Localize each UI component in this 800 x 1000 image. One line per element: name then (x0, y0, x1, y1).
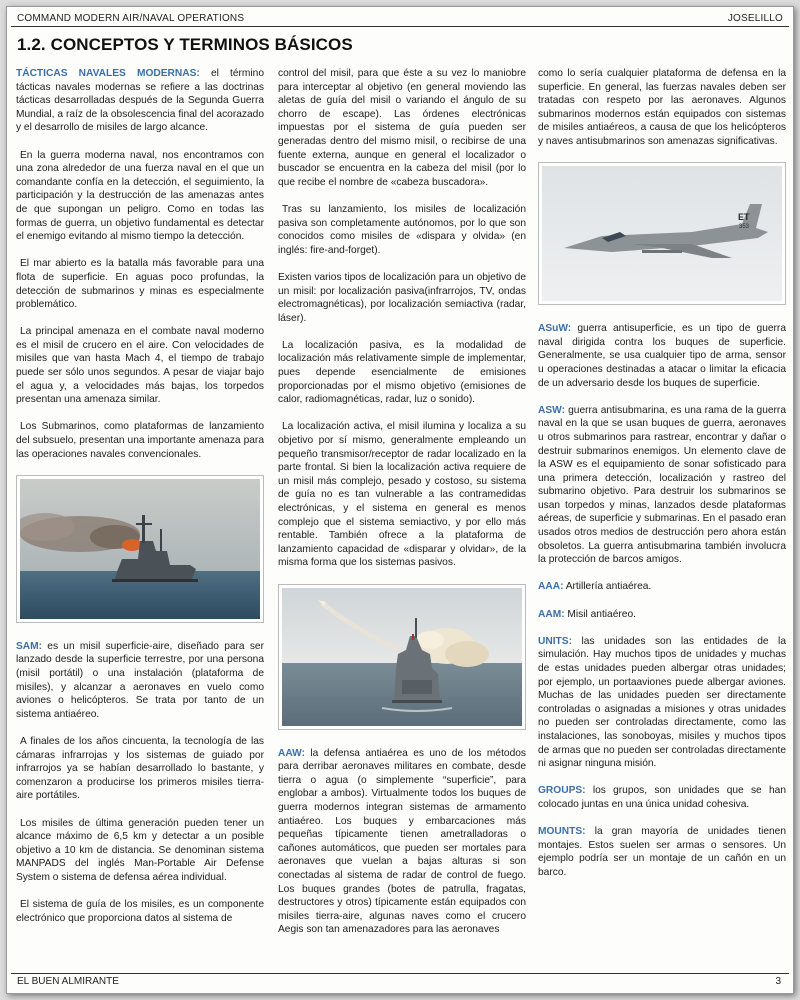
jet-tail-code: ET (738, 212, 750, 223)
term-label: AAM: (538, 608, 565, 620)
paragraph-text: guerra antisubmarina, es una rama de la guerra naval en la que se usan buques de guerra, aeronaves u otros submarinos para rastrear, encontrar y dañar o destruir submarinos enemigos. Un elemento clave de la ASW es el equipamiento de sonar sofisticado para una primera detección, localización y rastreo del submarino objetivo. Para destruir los submarinos se usan torpedos y minas, lanzados desde plataformas aéreas, de superficie y submarinas. En el pasado eran usados otros medios de destrucción pero ahora están obsoletos. La guerra antisubmarina también involucra la protección de barcos amigos. (538, 404, 786, 566)
header-title: COMMAND MODERN AIR/NAVAL OPERATIONS (17, 13, 245, 24)
term-label: UNITS: (538, 635, 572, 647)
term-label: GROUPS: (538, 785, 586, 797)
term-label: ASW: (538, 404, 565, 416)
paragraph: Los Submarinos, como plataformas de lanzamiento del subsuelo, presentan una importante amenaza para las operaciones navales convencionales. (16, 421, 264, 460)
paragraph (538, 825, 786, 879)
paragraph (538, 322, 786, 390)
page-number: 3 (775, 976, 781, 987)
term-label: AAW: (278, 747, 305, 759)
paragraph: La localización pasiva, es la modalidad de localización más relativamente simple de implementar, pues depende esencialmente de emisiones proporcionadas por el mismo objetivo (emisiones de calor, radiomagnéticas, radar, luz o sonido). (278, 339, 526, 406)
paragraph (538, 580, 786, 594)
paragraph (16, 640, 264, 722)
column-1 (16, 67, 264, 939)
paragraph-text: es un misil superficie-aire, diseñado para ser lanzado desde la superficie terrestre, por una persona (misil portátil) o una instalación (plataforma de misiles), y alcanzar a aeronaves en vuelo como aviones o helicópteros. Se trata por tanto de un sistema antiaéreo. (16, 640, 264, 720)
paragraph: La localización activa, el misil ilumina y localiza a su objetivo por sí mismo, generalmente empleando un pequeño transmisor/receptor de radar localizado en la parte frontal. Si bien la localización activa requiere de un misil más complejo, pesado y costoso, su sistema de guía no es tan vulnerable a las contramedidas electrónicas, y el sistema en general es menos complejo que el sistema semiactivo, y por ello más rentable. También ofrece a la plataforma de lanzamiento capacidad de «disparar y olvidar», de la misma forma que los sistemas pasivos. (278, 421, 526, 569)
paragraph: A finales de los años cincuenta, la tecnología de las cámaras infrarrojas y los sistemas de guiado por infrarrojos ya se habían desarrollado lo bastante, y comenzaron a producirse los primeros misiles tierra-aire portátiles. (16, 735, 264, 802)
paragraph-text: Artillería antiaérea. (563, 581, 652, 593)
paragraph-text: la defensa antiaérea es uno de los métodos para derribar aeronaves militares en combate, desde tierra o agua (o simplemente “superficie”, para englobar a ambos). Virtualmente todos los buques de guerra modernos integran sistemas de armamento antiaéreo. Los buques y embarcaciones más pequeñas típicamente tienen ametralladoras o cañones automáticos, que pueden ser mortales para aeronaves que vuelan a bajas alturas si son conectadas al sistema de radar de control de fuego. Los buques grandes (botes de patrulla, fragatas, destructores y otros) típicamente están equipados con misiles tierra-aire, algunas naves como el crucero Aegis son tan amenazadores para las aeronaves (278, 747, 526, 936)
paragraph-text: la gran mayoría de unidades tienen montajes. Estos suelen ser armas o sensores. Un ejemplo podría ser un montaje de un cañón en un barco. (538, 826, 786, 878)
frigate-missile-launch-photo (278, 584, 526, 730)
page-header (11, 11, 789, 27)
header-author: JOSELILLO (727, 13, 783, 24)
column-2 (278, 67, 526, 950)
term-label: AAA: (538, 581, 564, 593)
paragraph (538, 404, 786, 567)
term-label: SAM: (16, 640, 43, 652)
paragraph: Existen varios tipos de localización para un objetivo de un misil: por localización pasiva(infrarrojos, TV, ondas electromagnéticas), por localización semiactiva (radar, láser). (278, 271, 526, 324)
burning-ship-photo (16, 475, 264, 623)
paragraph: control del misil, para que éste a su vez lo maniobre para interceptar al objetivo (en general moviendo las aletas de guía del misil o variando el ángulo de su chorro de escape). Las órdenes electrónicas impuestas por el sistema de guía pueden ser generadas dentro del mismo misil, o recibirse de una fuente externa, aunque en general el localizador o buscador se encuentra en la cabeza del misil (por lo que recibe el nombre de «cabeza buscadora». (278, 68, 526, 188)
paragraph-text: guerra antisuperficie, es un tipo de guerra naval dirigida contra los buques de superficie. Generalmente, se usa cualquier tipo de arma, sensor u operaciones destinadas a atacar o limitar la eficacia de un adversario desde los buques de superficie. (538, 323, 786, 389)
term-label: MOUNTS: (538, 826, 586, 838)
paragraph: El mar abierto es la batalla más favorable para una flota de superficie. En aguas poco profundas, la detección de submarinos y minas es especialmente problemático. (16, 258, 264, 311)
paragraph: La principal amenaza en el combate naval moderno es el misil de crucero en el aire. Con velocidades de misiles que van hasta Mach 4, el tiempo de trabajo puede ser sólo unos segundos. A pesar de viajar bajo el agua y, a velocidades más bajas, los torpedos presentan una amenaza similar. (16, 326, 264, 406)
paragraph (16, 67, 264, 135)
paragraph (538, 784, 786, 811)
paragraph: El sistema de guía de los misiles, es un componente electrónico que proporciona datos al sistema de (16, 899, 264, 924)
paragraph-text: los grupos, son unidades que se han colocado juntas en una única unidad cohesiva. (538, 785, 786, 810)
paragraph-text: el término tácticas navales modernas se refiere a las doctrinas tácticas desarrolladas después de la Segunda Guerra Mundial, a raíz de la obsolescencia final del acorazado y el desarrollo de misiles de largo alcance. (16, 68, 264, 134)
paragraph: Tras su lanzamiento, los misiles de localización pasiva son completamente autónomos, por lo que son conocidos como misiles de «dispara y olvida» (en inglés: fire-and-forget). (278, 203, 526, 256)
term-label: ASuW: (538, 323, 572, 335)
page (6, 6, 794, 994)
paragraph (538, 635, 786, 771)
paragraph: como lo sería cualquier plataforma de defensa en la superficie. En general, las fuerzas navales deben ser tratadas con respeto por las aeronaves. Algunos submarinos modernos están equipados con sistemas de misiles antiaéreos, a causa de que los helicópteros y naves antisubmarinos son amenazas significativas. (538, 68, 786, 147)
paragraph-text: Misil antiaéreo. (564, 608, 636, 620)
section-title: 1.2. CONCEPTOS Y TERMINOS BÁSICOS (17, 35, 353, 54)
paragraph: En la guerra moderna naval, nos encontramos con una zona alrededor de una fuerza naval en el que un comandante confía en la detección, el seguimiento, la participación y la destrucción de las amenazas antes de que supongan un peligro. Como en todas las formas de guerra, un objetivo fundamental es detectar el enemigo evitando al mismo tiempo la detección. (16, 149, 264, 243)
term-label: TÁCTICAS NAVALES MODERNAS: (16, 68, 200, 79)
paragraph (278, 747, 526, 937)
jet-tail-number: 353 (739, 224, 750, 231)
paragraph-text: las unidades son las entidades de la simulación. Hay muchos tipos de unidades y muchas de estas unidades pueden albergar otras unidades; por ejemplo, un portaaviones puede albergar aviones. Muchas de las unidades pueden ser directamente controladas o asignadas a misiones y otras unidades no pueden ser controladas directamente, como las instalaciones, las sonoboyas, misiles y muchos tipos de armas que no pueden ser controladas directamente ni asignar ninguna misión. (538, 635, 786, 770)
f16-jet-photo (538, 162, 786, 305)
page-footer (11, 973, 789, 989)
column-3 (538, 67, 786, 893)
paragraph: Los misiles de última generación pueden tener un alcance máximo de 6,5 km y detectar a un posible objetivo a 10 km de distancia. Se denominan sistema MANPADS del inglés Man-Portable Air Defense System o sistema de defensa aérea individual. (16, 817, 264, 883)
footer-publication: EL BUEN ALMIRANTE (17, 976, 119, 987)
paragraph (538, 608, 786, 622)
